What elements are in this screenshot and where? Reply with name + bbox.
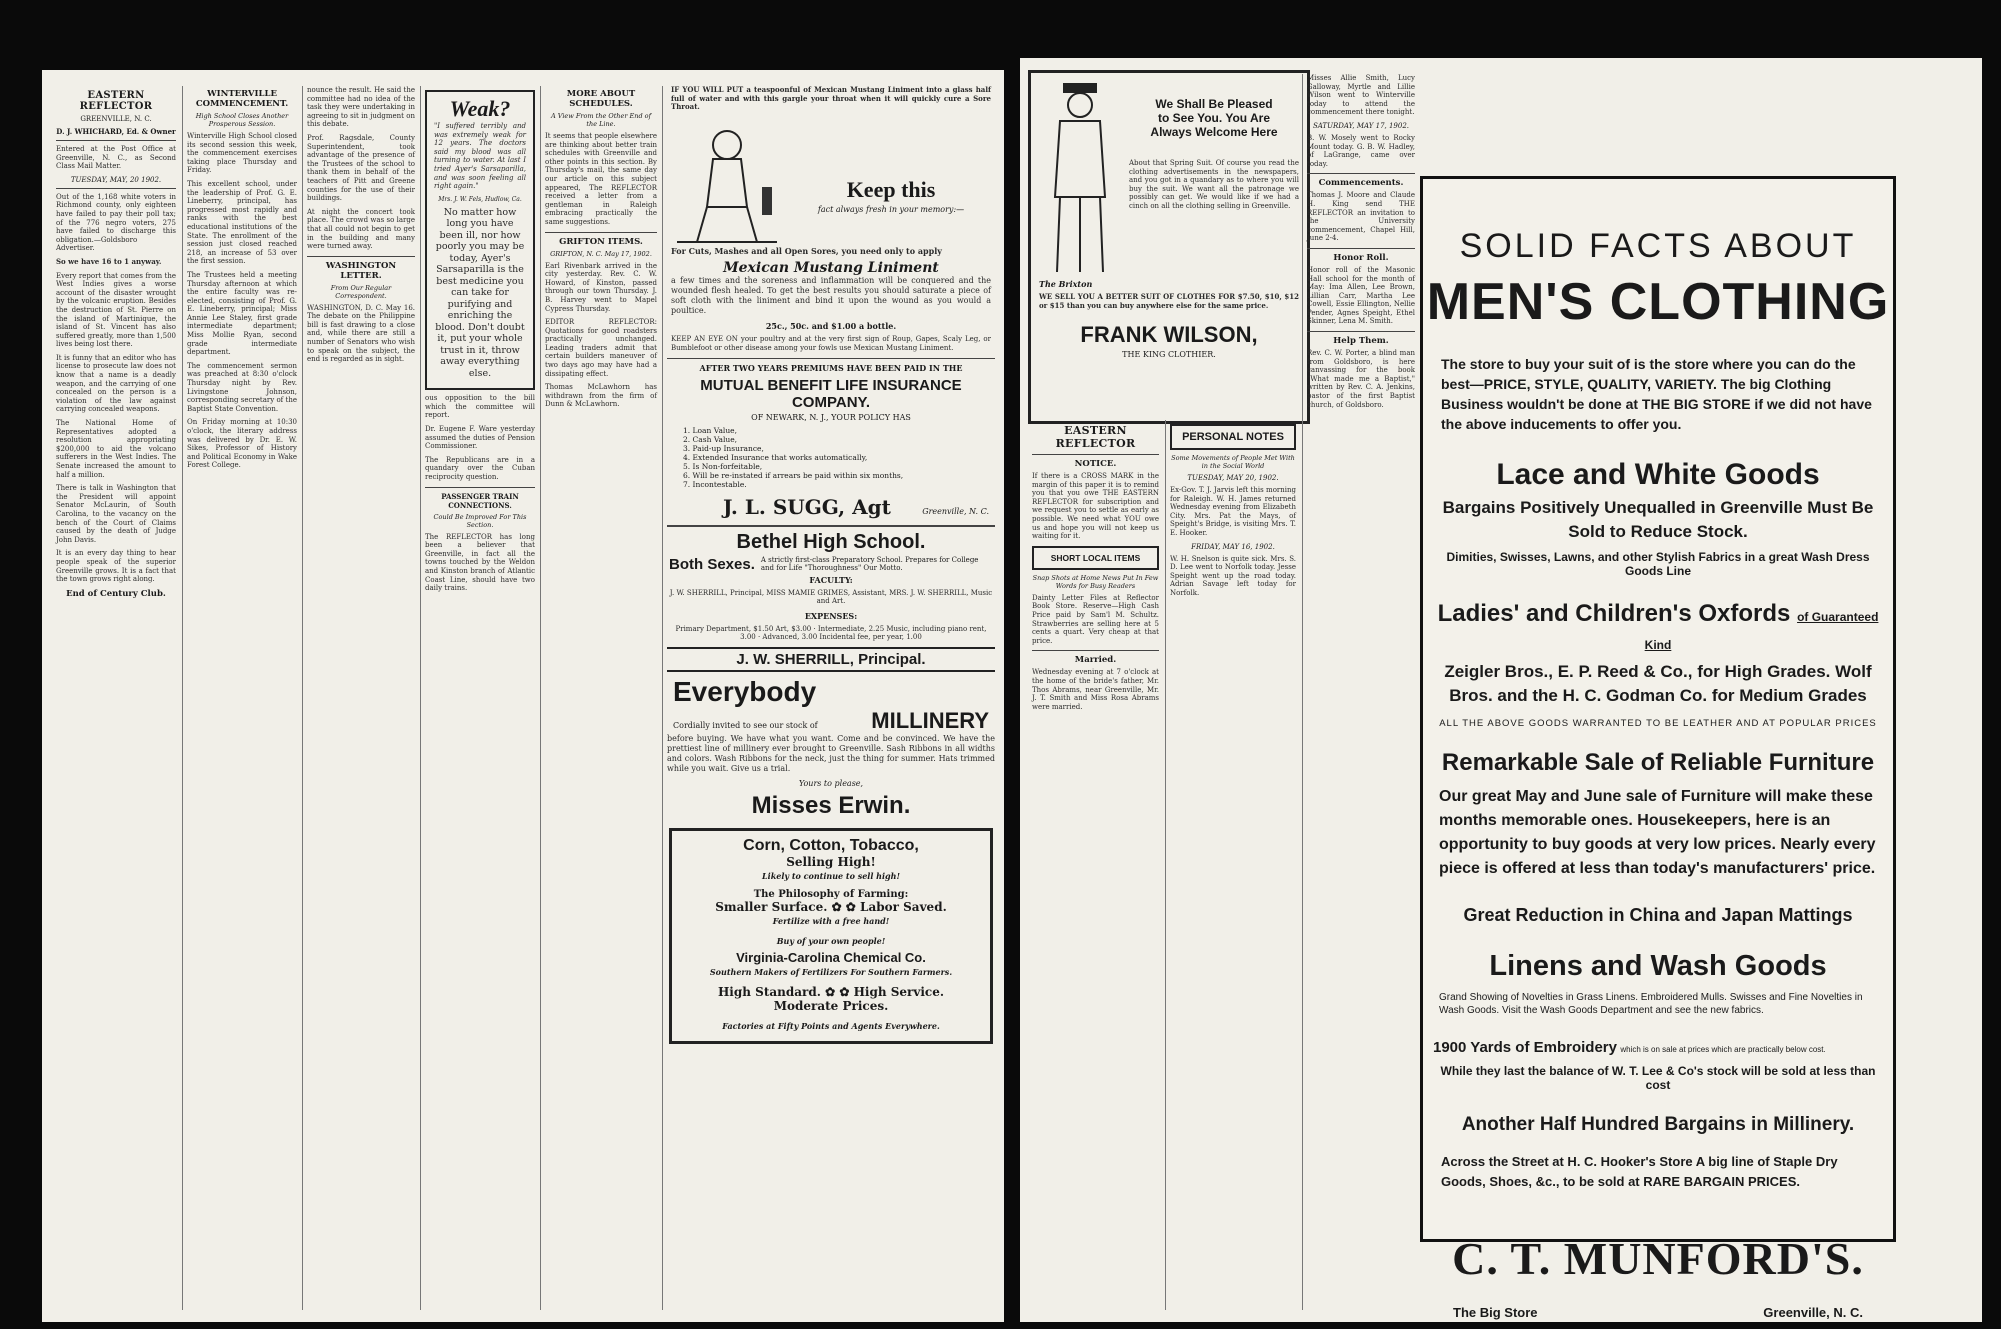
munford-oxfords-title: Ladies' and Children's Oxfords — [1437, 600, 1791, 627]
mustang-top: IF YOU WILL PUT a teaspoonful of Mexican Mustang Liniment into a glass half full of water and with this gargle your throat when it will quickly cure a Sore Throat. — [671, 86, 991, 112]
wilson-label: The Brixton — [1039, 279, 1093, 289]
masthead-date: TUESDAY, MAY, 20 1902. — [70, 175, 162, 184]
mutual-agent-city: Greenville, N. C. — [922, 506, 989, 516]
corn-title: Corn, Cotton, Tobacco, — [743, 836, 919, 854]
left-newspaper-page — [42, 70, 1004, 1322]
notice-body: If there is a CROSS MARK in the margin of this paper it is to remind you that you owe THE EASTERN REFLECTOR for subscription and we request you to settle as early as possible. We need what YOU owe us and hope you will not keep us waiting for it. — [1032, 472, 1159, 541]
mustang-ad — [667, 86, 995, 353]
corn-selling: Selling High! — [786, 854, 876, 869]
weak-ad-quote: "I suffered terribly and was extremely weak for 12 years. The doctors said my blood was all turning to water. At last I tried Ayer's Sarsaparilla, and was soon feeling all right again." — [434, 122, 526, 191]
mutual-item: 2. Cash Value, — [683, 434, 738, 444]
mustang-illustration — [667, 117, 787, 247]
column-5 — [540, 86, 661, 1310]
washington-heading: WASHINGTON LETTER. — [325, 260, 397, 281]
short-local-sub: Snap Shots at Home News Put In Few Words for Busy Readers — [1032, 573, 1159, 590]
corn-factories: Factories at Fifty Points and Agents Everywhere. — [722, 1020, 940, 1031]
saturday-body: B. W. Mosely went to Rocky Mount today. G. B. W. Hadley, of LaGrange, came over today. — [1307, 133, 1415, 168]
col3-top: Misses Allie Smith, Lucy Galloway, Myrtle and Lillie Wilson went to Winterville today to attend the commencement there tonight. — [1307, 74, 1415, 117]
short-local-box — [1032, 546, 1159, 570]
mustang-bottom: KEEP AN EYE ON your poultry and at the very first sign of Roup, Gapes, Scaly Leg, or Bumblefoot or other disease among your fowls use Mexican Mustang Liniment. — [671, 335, 991, 352]
schedules-subheading: A View From the Other End of the Line. — [551, 112, 651, 128]
everybody-millinery: MILLINERY — [871, 707, 989, 733]
munford-embroidery — [1433, 1039, 1883, 1056]
wilson-sell: WE SELL YOU A BETTER SUIT OF CLOTHES FOR $7.50, $10, $12 or $15 than you can buy anywhere else for the same price. — [1039, 292, 1299, 310]
munford-linens-heading: Linens and Wash Goods — [1489, 950, 1827, 982]
weak-ad — [425, 90, 535, 390]
washington-body: WASHINGTON, D. C. May 16. The debate on the Philippine bill is fast drawing to a close and, while there are still a number of Senators who wish to speak on the subject, the end is regarded as in sight. — [307, 303, 415, 364]
article-paragraph: Winterville High School closed its second session this week, the commencement exercises taking place Thursday and Friday. — [187, 132, 297, 175]
article-paragraph: It is an every day thing to hear people speak of the superior Greenville grows. It is a fact that the town grows right along. — [56, 549, 176, 584]
mutual-top: AFTER TWO YEARS PREMIUMS HAVE BEEN PAID IN THE — [699, 362, 963, 373]
article-paragraph: Thomas McLawhorn has withdrawn from the firm of Dunn & McLawhorn. — [545, 383, 657, 409]
personal-notes-body: Ex-Gov. T. J. Jarvis left this morning for Raleigh. W. H. James returned Wednesday evening from Elizabeth City. Mrs. Pat the Mays, of Speight's Bridge, is visiting Mrs. T. E. Hooker. — [1170, 486, 1296, 537]
munford-name: C. T. MUNFORD'S. — [1452, 1233, 1864, 1284]
commencements-heading: Commencements. — [1318, 178, 1404, 189]
munford-oxfords-body: Zeigler Bros., E. P. Reed & Co., for High Grades. Wolf Bros. and the H. C. Godman Co. for Medium Grades — [1444, 662, 1872, 705]
mutual-ad — [663, 363, 999, 519]
mutual-name: MUTUAL BENEFIT LIFE INSURANCE COMPANY. — [700, 376, 962, 411]
married-body: Wednesday evening at 7 o'clock at the home of the bride's father, Mr. Thos Abrams, near Greenville, Mr. J. T. Smith and Miss Rosa Abrams were married. — [1032, 668, 1159, 711]
masthead-editor: D. J. WHICHARD, Ed. & Owner — [56, 127, 176, 136]
bethel-ad — [663, 531, 999, 672]
personal-notes-sub: Some Movements of People Met With in the Social World — [1171, 454, 1295, 470]
article-paragraph: Dr. Eugene F. Ware yesterday assumed the duties of Pension Commissioner. — [425, 425, 535, 451]
end-of-century-heading: End of Century Club. — [66, 588, 166, 599]
bethel-title: Bethel High School. — [736, 530, 926, 553]
mutual-item: 7. Incontestable. — [683, 479, 747, 489]
married-heading: Married. — [1074, 655, 1117, 666]
short-local-heading: SHORT LOCAL ITEMS — [1050, 552, 1141, 563]
personal-notes-date: TUESDAY, MAY 20, 1902. — [1187, 474, 1279, 482]
column-4 — [420, 86, 539, 1310]
reflector-title: EASTERN REFLECTOR — [1055, 424, 1136, 450]
wilson-body: About that Spring Suit. Of course you read the clothing advertisements in the newspapers, and you got in a quandary as to where you will buy the suit. We want all the patronage we possibly can get. We would like if we had a cinch on all the clothing selling in Greenville. — [1129, 159, 1299, 210]
article-paragraph: The Trustees held a meeting Thursday afternoon at which the entire faculty was re-elected, consisting of Prof. G. E. Lineberry, principal; Miss Annie Lee Staley, first grade intermediate department; Miss Mollie Ryan, second grade intermediate department. — [187, 270, 297, 357]
munford-balance: While they last the balance of W. T. Lee & Co's stock will be sold at less than cost — [1440, 1064, 1876, 1092]
munford-footer — [1453, 1305, 1863, 1320]
bethel-expenses-heading: EXPENSES: — [804, 610, 858, 621]
column-2 — [182, 86, 301, 1310]
article-paragraph: Prof. Ragsdale, County Superintendent, took advantage of the presence of the Trustees of the school to thank them in behalf of the teachers of Pitt and Greene counties for the use of their buildings. — [307, 133, 415, 203]
munford-china: Great Reduction in China and Japan Mattings — [1463, 905, 1853, 925]
ad-columns — [662, 86, 999, 1310]
article-paragraph: nounce the result. He said the committee had no idea of the task they were undertaking in agreeing to sit in judgment on this debate. — [307, 86, 415, 129]
winterville-heading: WINTERVILLE COMMENCEMENT. — [195, 89, 289, 109]
help-body: Rev. C. W. Porter, a blind man from Goldsboro, is here canvassing for the book "What made me a Baptist," written by Rev. C. A. Jenkins, pastor of the first Baptist church, of Goldsboro. — [1307, 349, 1415, 409]
munford-lace-sub: Dimities, Swisses, Lawns, and other Stylish Fabrics in a great Wash Dress Goods Line — [1446, 550, 1870, 578]
munford-city: Greenville, N. C. — [1763, 1305, 1863, 1320]
honor-roll-body: Honor roll of the Masonic Hall school for the month of May: Ima Allen, Lee Brown, Lillian Carr, Martha Lee Cowell, Essie Ellington, Nellie Pender, Agnes Speight, Ethel Skinner, Lena M. Smith. — [1307, 265, 1415, 326]
bethel-both: Both Sexes. — [669, 555, 755, 573]
mutual-item: 5. Is Non-forfeitable, — [683, 461, 763, 471]
corn-high: High Standard. ✿ ✿ High Service. — [717, 984, 945, 999]
commencements-body: Thomas J. Moore and Claude H. King send THE REFLECTOR an invitation to the University commencement, Chapel Hill, June 2-4. — [1307, 191, 1415, 243]
article-paragraph: The Republicans are in a quandary over the Cuban reciprocity question. — [425, 455, 535, 481]
corn-philosophy: The Philosophy of Farming: — [753, 888, 909, 900]
mutual-item: 4. Extended Insurance that works automatically, — [683, 452, 868, 462]
short-local-body: Dainty Letter Files at Reflector Book Store. Reserve—High Cash Price paid by Sam'l M. Schultz. Strawberries are selling here at 5 cents a quart. Very cheap at that price. — [1032, 593, 1159, 645]
munford-store: The Big Store — [1453, 1305, 1538, 1320]
winterville-subheading: High School Closes Another Prosperous Session. — [195, 112, 289, 128]
article-paragraph: So we have 16 to 1 anyway. — [56, 256, 162, 266]
mutual-agent: J. L. SUGG, Agt — [723, 494, 891, 519]
munford-ad — [1420, 176, 1896, 1320]
munford-oxfords-guaranteed: of Guaranteed Kind — [1644, 610, 1879, 652]
everybody-invite: Cordially invited to see our stock of — [673, 720, 818, 730]
masthead-entry: Entered at the Post Office at Greenville, N. C., as Second Class Mail Matter. — [56, 145, 176, 171]
munford-furniture-heading: Remarkable Sale of Reliable Furniture — [1441, 749, 1875, 776]
munford-intro: The store to buy your suit of is the store where you can do the best—PRICE, STYLE, QUALITY, VARIETY. The big Clothing Business wouldn't be done at THE BIG STORE if we did not have the above inducements to offer you. — [1441, 356, 1872, 432]
mutual-item: 1. Loan Value, — [683, 425, 737, 435]
mustang-brand: Mexican Mustang Liniment — [723, 260, 939, 277]
mutual-item: 6. Will be re-instated if arrears be paid within six months, — [683, 470, 904, 480]
friday-date: FRIDAY, MAY 16, 1902. — [1191, 542, 1275, 551]
right-column-1 — [1028, 420, 1163, 1310]
saturday-date: SATURDAY, MAY 17, 1902. — [1312, 121, 1410, 130]
mustang-cures: For Cuts, Mashes and all Open Sores, you need only to apply — [671, 245, 942, 256]
wilson-pleased-line3: Always Welcome Here — [1150, 125, 1278, 139]
right-newspaper-page — [1020, 58, 1982, 1322]
everybody-yours: Yours to please, — [798, 778, 864, 788]
passenger-subheading: Could Be Improved For This Section. — [433, 512, 527, 529]
everybody-ad — [663, 676, 999, 820]
corn-ad — [669, 828, 993, 1044]
wilson-name: FRANK WILSON, — [1080, 322, 1258, 348]
wilson-pleased-line2: to See You. You Are — [1157, 111, 1271, 125]
weak-ad-signature: Mrs. J. W. Fels, Hudlow, Ca. — [438, 195, 522, 203]
bethel-principal: J. W. SHERRILL, Principal. — [667, 647, 995, 672]
right-column-2 — [1165, 420, 1300, 1310]
article-paragraph: The commencement sermon was preached at 8:30 o'clock Thursday night by Rev. Livingstone Johnson, corresponding secretary of the Baptist State Convention. — [187, 361, 297, 413]
corn-buy: Buy of your own people! — [776, 935, 886, 946]
notice-heading: NOTICE. — [1074, 459, 1117, 469]
friday-body: W. H. Snelson is quite sick. Mrs. S. D. Lee went to Norfolk today. Jesse Speight went up the road today. Adrian Savage left today for Norfolk. — [1170, 554, 1296, 597]
frank-wilson-ad — [1028, 70, 1310, 424]
personal-notes-heading: PERSONAL NOTES — [1182, 431, 1284, 443]
munford-furniture-body: Our great May and June sale of Furniture will make these months memorable ones. Housekeepers, here is an opportunity to buy goods at very low prices. Nearly every piece is offered at less than today's manufacturers' price. — [1439, 788, 1876, 877]
honor-roll-heading: Honor Roll. — [1333, 252, 1389, 263]
wilson-pleased-line1: We Shall Be Pleased — [1155, 97, 1273, 111]
mustang-sub: fact always fresh in your memory:— — [817, 204, 965, 214]
corn-company: Virginia-Carolina Chemical Co. — [736, 949, 926, 965]
bethel-desc: A strictly first-class Preparatory School. Prepares for College and for Life "Thoroughness" Our Motto. — [760, 555, 979, 573]
everybody-sign: Misses Erwin. — [751, 791, 911, 819]
bethel-expenses: Primary Department, $1.50 Art, $3.00 · Intermediate, 2.25 Music, including piano rent, 3.00 · Advanced, 3.00 Incidental fee, per year, 1.00 — [675, 624, 987, 642]
grifton-heading: GRIFTON ITEMS. — [559, 236, 643, 247]
corn-likely: Likely to continue to sell high! — [762, 870, 900, 881]
washington-subheading: From Our Regular Correspondent. — [330, 283, 392, 300]
article-paragraph: EDITOR REFLECTOR: Quotations for good roadsters practically unchanged. Leading traders admit that certain builders maneuver of two days ago may have had a dissipating effect. — [545, 318, 657, 378]
corn-smaller: Smaller Surface. ✿ ✿ Labor Saved. — [715, 899, 947, 914]
munford-lace-heading: Lace and White Goods — [1496, 458, 1820, 491]
munford-across: Across the Street at H. C. Hooker's Store A big line of Staple Dry Goods, Shoes, &c., to be sold at RARE BARGAIN PRICES. — [1441, 1154, 1838, 1189]
article-paragraph: Every report that comes from the West Indies gives a worse account of the disaster wrought by the volcanic eruption. Besides the destruction of St. Pierre on the island of Martinique, the island of St. Vincent has also suffered greatly, more than 1,500 lives being lost there. — [56, 271, 176, 349]
schedules-heading: MORE ABOUT SCHEDULES. — [566, 89, 636, 109]
masthead-title: EASTERN REFLECTOR — [79, 90, 153, 112]
help-heading: Help Them. — [1333, 336, 1389, 347]
article-paragraph: This excellent school, under the leadership of Prof. G. E. Lineberry, principal, has progressed most rapidly and ranks with the best educational institutions of the State. The enrollment of the session just closed reached 218, an increase of 53 over the first session. — [187, 179, 297, 266]
passenger-heading: PASSENGER TRAIN CONNECTIONS. — [441, 491, 519, 510]
munford-lace-body: Bargains Positively Unequalled in Greenville Must Be Sold to Reduce Stock. — [1442, 498, 1874, 541]
mustang-headline: Keep this — [846, 176, 936, 202]
column-1 — [52, 86, 180, 1310]
masthead-city: GREENVILLE, N. C. — [80, 115, 152, 123]
grifton-body: Earl Rivenbark arrived in the city yesterday. Rev. C. W. Howard, of Kinston, passed through our town Thursday. J. B. Harvey went to Mapel Cypress Thursday. — [545, 261, 657, 313]
everybody-title: Everybody — [673, 675, 817, 707]
munford-embroidery-tail: which is on sale at prices which are practically below cost. — [1620, 1045, 1826, 1054]
passenger-body: The REFLECTOR has long been a believer that Greenville, in fact all the towns touched by the Weldon and Kinston branch of Atlantic Coast Line, should have two daily trains. — [425, 532, 535, 593]
munford-oxfords-sub: ALL THE ABOVE GOODS WARRANTED TO BE LEATHER AND AT POPULAR PRICES — [1439, 718, 1877, 729]
grifton-date: GRIFTON, N. C. May 17, 1902. — [550, 249, 652, 258]
wilson-clothier: THE KING CLOTHIER. — [1122, 350, 1216, 360]
article-paragraph: ous opposition to the bill which the committee will report. — [425, 394, 535, 420]
bethel-faculty: J. W. SHERRILL, Principal, MISS MAMIE GRIMES, Assistant, MRS. J. W. SHERRILL, Music and Art. — [669, 588, 993, 606]
right-column-3 — [1302, 74, 1419, 1310]
mutual-item: 3. Paid-up Insurance, — [683, 443, 764, 453]
schedules-body: It seems that people elsewhere are thinking about better train schedules with Greenville and other points in this section. By Thursday's mail, the same day our article on this subject appeared, The REFLECTOR received a letter from a gentleman in Raleigh embracing practically the same suggestions. — [545, 132, 657, 226]
article-paragraph: On Friday morning at 10:30 o'clock, the literary address was delivered by Dr. E. W. Sikes, Professor of History and Political Economy in Wake Forest College. — [187, 418, 297, 470]
column-3 — [302, 86, 419, 1310]
article-paragraph: It is funny that an editor who has license to prosecute law does not know that a name is a deadly weapon, and the carrying of one concealed on the person is a violation of the law against carrying concealed weapons. — [56, 353, 176, 414]
article-paragraph: At night the concert took place. The crowd was so large that all could not begin to get in the building and many were turned away. — [307, 207, 415, 251]
corn-moderate: Moderate Prices. — [773, 998, 889, 1013]
everybody-body: before buying. We have what you want. Come and be convinced. We have the prettiest line of millinery ever brought to Greenville. Sash Ribbons in all widths and colors. Wash Ribbons for the neck, just the thing for summer. Hats trimmed while you wait. Give us a trial. — [667, 733, 995, 773]
munford-mens-clothing: MEN'S CLOTHING — [1426, 273, 1890, 331]
munford-embroidery-title: 1900 Yards of Embroidery — [1433, 1039, 1617, 1056]
article-paragraph: There is talk in Washington that the President will appoint Senator McLaurin, of South Carolina, to the vacancy on the bench of the Court of Claims caused by the death of Judge John Davis. — [56, 484, 176, 544]
bethel-faculty-heading: FACULTY: — [809, 574, 853, 585]
corn-fertilize: Fertilize with a free hand! — [772, 915, 890, 926]
munford-half-hundred: Another Half Hundred Bargains in Millinery. — [1461, 1114, 1855, 1135]
munford-oxfords-heading — [1423, 600, 1893, 656]
munford-linens-body: Grand Showing of Novelties in Grass Linens. Embroidered Mulls. Swisses and Fine Novelties in Wash Goods. Visit the Wash Goods Department and see the new fabrics. — [1439, 992, 1863, 1016]
weak-ad-title: Weak? — [449, 96, 511, 121]
weak-ad-body: No matter how long you have been ill, nor how poorly you may be today, Ayer's Sarsaparilla is the best medicine you can take for purifying and enriching the blood. Don't doubt it, put your whole trust in it, throw away everything else. — [435, 206, 525, 379]
corn-makers: Southern Makers of Fertilizers For Southern Farmers. — [709, 966, 953, 977]
mustang-price: 25c., 50c. and $1.00 a bottle. — [765, 321, 897, 332]
personal-notes-box — [1170, 424, 1296, 450]
man-in-uniform-illustration — [1035, 77, 1125, 277]
article-paragraph: Out of the 1,168 white voters in Richmond county, only eighteen have failed to pay their poll tax; of the 776 negro voters, 275 have failed to discharge this obligation.—Goldsboro Advertiser. — [56, 192, 176, 253]
mustang-body: a few times and the soreness and inflammation will be conquered and the wounded flesh healed. To get the best results you should saturate a piece of soft cloth with the liniment and bind it upon the wound as you would a poultice. — [671, 276, 991, 316]
munford-solid-facts: SOLID FACTS ABOUT — [1459, 227, 1857, 265]
mutual-city: OF NEWARK, N. J., YOUR POLICY HAS — [751, 412, 911, 422]
article-paragraph: The National Home of Representatives adopted a resolution appropriating $200,000 to aid the volcano sufferers in the West Indies. The Senate increased the amount to half a million. — [56, 419, 176, 479]
